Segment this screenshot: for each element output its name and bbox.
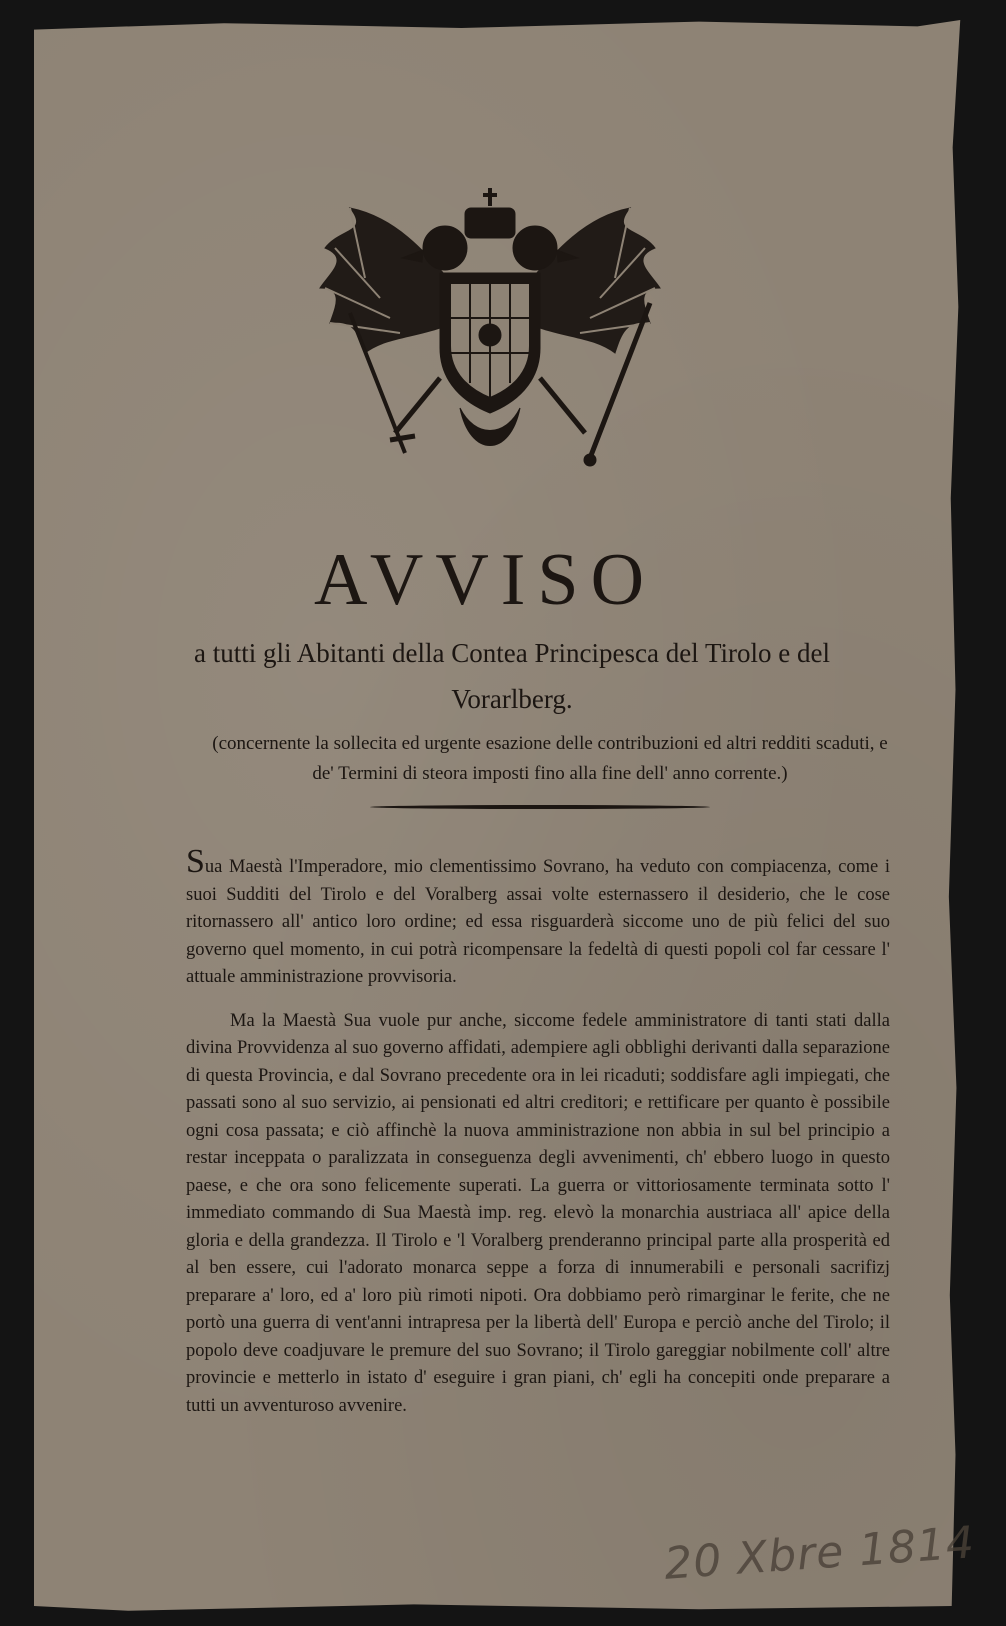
divider-rule [370,805,710,809]
paragraph-1-text: ua Maestà l'Imperadore, mio clementissimo Sovrano, ha veduto con compiacenza, come i suoi Sudditi del Tirolo e del Voralberg assai volte esternassero il desiderio, che le cose ritornassero all' antico loro ordine; ed essa risguarderà siccome uno de più felici del suo governo quel momento, in cui potrà ricompensare la fedeltà di questi popoli col far cessare l' attuale amministrazione provvisoria. [186,857,890,987]
paragraph-1 [186,843,890,992]
document-subtitle [0,630,1006,722]
paragraph-2: Ma la Maestà Sua vuole pur anche, siccome fedele amministratore di tanti stati dalla divina Provvidenza al suo governo affidati, adempiere agli obblighi derivanti dalla separazione di questa Provincia, e dal Sovrano precedente ora in lei ricaduti; soddisfare agli impiegati, che passati sono al suo servizio, ai pensionati ed altri creditori; e rettificare per quanto è possibile ogni cosa passata; e ciò affinchè la nuova amministrazione non abbia in sul bel principio a restar inceppata o paralizzata in conseguenza degli avvenimenti, ch' ebbero luogo in questo paese, e che ora sono felicemente superati. La guerra or vittoriosamente terminata sotto l' immediato commando di Sua Maestà imp. reg. elevò la monarchia austriaca all' apice della gloria e della grandezza. Il Tirolo e 'l Voralberg prenderanno principal parte alla prosperità ed al ben essere, cui l'adorato monarca seppe a forza di innumerabili e personali sacrifizj preparare a' loro, ed a' loro più rimoti nipoti. Ora dobbiamo però rimarginar le ferite, che ne portò una guerra di vent'anni intrapresa per la libertà dell' Europa e perciò anche del Tirolo; il popolo deve coadjuvare le premure del suo Sovrano; il Tirolo gareggiar nobilmente coll' altre provincie e metterlo in istato d' eseguire i gran piani, ch' egli ha concepiti onde preparare a tutti un avventuroso avvenire. [186,1010,890,1416]
document-body [186,843,890,1420]
handwritten-date: 20 Xbre 1814 [662,1517,977,1590]
subtitle-line-2: Vorarlberg. [451,684,573,714]
double-headed-eagle-crest-icon [290,178,690,478]
document-note: (concernente la sollecita ed urgente esazione delle contribuzioni ed altri redditi scaduti, e de' Termini di steora imposti fino alla fine dell' anno corrente.) [212,733,888,784]
drop-cap: S [186,843,205,880]
subtitle-line-1: a tutti gli Abitanti della Contea Principesca del Tirolo e del [194,638,830,668]
document-title: AVVISO [313,539,657,621]
